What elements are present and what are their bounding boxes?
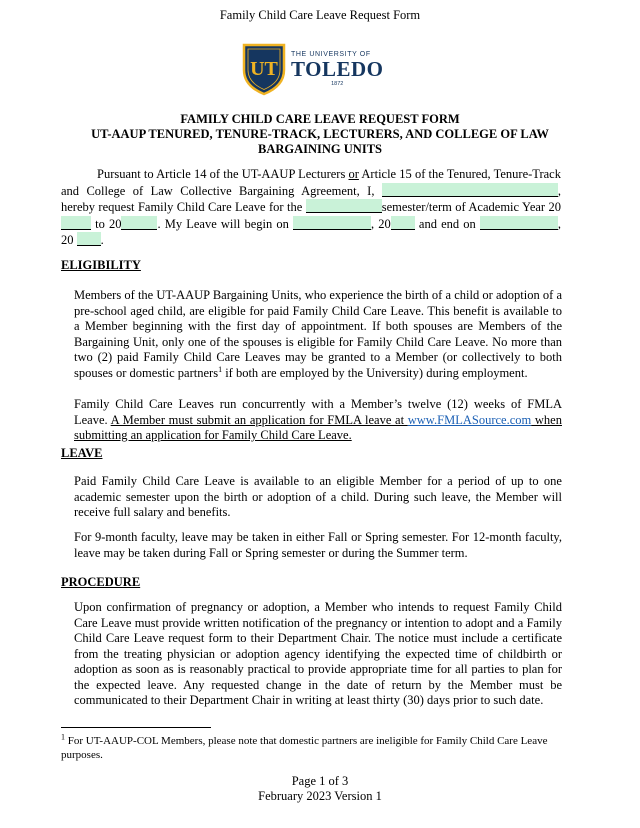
intro-or: or bbox=[348, 167, 359, 181]
procedure-paragraph: Upon confirmation of pregnancy or adoption, a Member who intends to request Family Child Care Leave must provide written notification of the pregnancy or intention to adopt and a Family Child Care Leave request form to their Department Chair. The notice must include a certificate from the treating physician or adoption agency identifying the expected time of childbirth or adoption as soon as is reasonably practical to provide appropriate time for all parties to plan for the expected leave. Any requested change in the date of return by the Member must be communicated to their Department Chair in writing at least thirty (30) days prior to such date. bbox=[74, 600, 562, 707]
intro-paragraph bbox=[61, 167, 561, 249]
eligibility-paragraph-1 bbox=[74, 288, 562, 381]
footnote-number: 1 bbox=[61, 732, 65, 742]
leave-start-year-field[interactable] bbox=[391, 216, 415, 230]
academic-year-start-field[interactable] bbox=[61, 216, 91, 230]
footnote-ref[interactable]: 1 bbox=[218, 364, 223, 374]
logo-name: TOLEDO bbox=[291, 56, 384, 81]
intro-text: Pursuant to Article 14 of the UT-AAUP Lecturers bbox=[97, 167, 349, 181]
running-header: Family Child Care Leave Request Form bbox=[219, 8, 421, 22]
shield-letters: UT bbox=[250, 58, 278, 80]
title-line-1: FAMILY CHILD CARE LEAVE REQUEST FORM bbox=[180, 112, 460, 126]
version-label: February 2023 Version 1 bbox=[258, 789, 382, 803]
university-logo bbox=[241, 42, 383, 96]
logo-wordmark bbox=[291, 51, 383, 88]
eligibility-paragraph-2 bbox=[74, 397, 562, 444]
leave-end-date-field[interactable] bbox=[480, 216, 558, 230]
intro-text: , hereby request Family Child Care Leave for the bbox=[61, 183, 561, 214]
footnote bbox=[61, 732, 561, 762]
intro-text: semester/term of Academic Year 20 bbox=[381, 200, 562, 214]
fmla-instruction: A Member must submit an application for FMLA leave at bbox=[110, 412, 408, 427]
leave-paragraph-2: For 9-month faculty, leave may be taken in either Fall or Spring semester. For 12-month faculty, leave may be taken during Fall or Spring semester or during the Summer term. bbox=[74, 530, 562, 560]
form-title bbox=[60, 112, 580, 157]
intro-text: . My Leave will begin on bbox=[157, 216, 293, 231]
fmla-source-link[interactable]: www.FMLASource.com bbox=[407, 412, 532, 427]
intro-text: . bbox=[100, 233, 104, 247]
leave-end-year-field[interactable] bbox=[77, 232, 101, 246]
fmla-instruction: when submitting an application for Family Child Care Leave. bbox=[74, 412, 562, 442]
footnote-text: For UT-AAUP-COL Members, please note that domestic partners are ineligible for Family Child Care Leave purposes. bbox=[61, 735, 548, 761]
intro-text: , 20 bbox=[371, 216, 391, 231]
eligibility-heading: ELIGIBILITY bbox=[61, 258, 141, 272]
leave-paragraph-1: Paid Family Child Care Leave is available to an eligible Member for a period of up to one academic semester upon the birth or adoption of a child. During such leave, the Member will receive full salary and benefits. bbox=[74, 474, 562, 519]
procedure-heading: PROCEDURE bbox=[61, 575, 141, 589]
footnote-divider bbox=[61, 727, 211, 728]
semester-field[interactable] bbox=[306, 199, 382, 213]
intro-text: , 20 bbox=[61, 216, 561, 247]
intro-text: to 20 bbox=[91, 216, 122, 231]
shield-icon bbox=[241, 42, 287, 96]
leave-heading: LEAVE bbox=[61, 446, 103, 460]
page-footer bbox=[0, 774, 640, 804]
title-line-3: BARGAINING UNITS bbox=[258, 142, 382, 156]
name-field[interactable] bbox=[382, 183, 558, 197]
academic-year-end-field[interactable] bbox=[121, 216, 157, 230]
leave-start-date-field[interactable] bbox=[293, 216, 371, 230]
eligibility-text: Members of the UT-AAUP Bargaining Units, who experience the birth of a child or adoption of a pre-school aged child, are eligible for paid Family Child Care Leave. This benefit is available to a Member beginning with the first day of appointment. If both spouses are Members of the Bargaining Unit, only one of the spouses is eligible for Family Child Care Leave. No more than two (2) paid Family Child Care Leaves may be granted to a Member (or collectively to both spouses or domestic partners bbox=[74, 288, 562, 380]
eligibility-text: if both are employed by the University) during employment. bbox=[222, 365, 528, 380]
page-number: Page 1 of 3 bbox=[291, 774, 349, 788]
logo-university-line: THE UNIVERSITY OF bbox=[291, 50, 371, 58]
intro-text: Article 15 of the Tenured, Tenure-Track and College of Law Collective Bargaining Agreement, I, bbox=[61, 167, 561, 198]
intro-text: and end on bbox=[414, 216, 480, 231]
title-line-2: UT-AAUP TENURED, TENURE-TRACK, LECTURERS, AND COLLEGE OF LAW bbox=[91, 127, 549, 141]
eligibility-text: Family Child Care Leaves run concurrently with a Member’s twelve (12) weeks of FMLA Leave. bbox=[74, 397, 562, 427]
logo-year: 1872 bbox=[331, 80, 344, 87]
